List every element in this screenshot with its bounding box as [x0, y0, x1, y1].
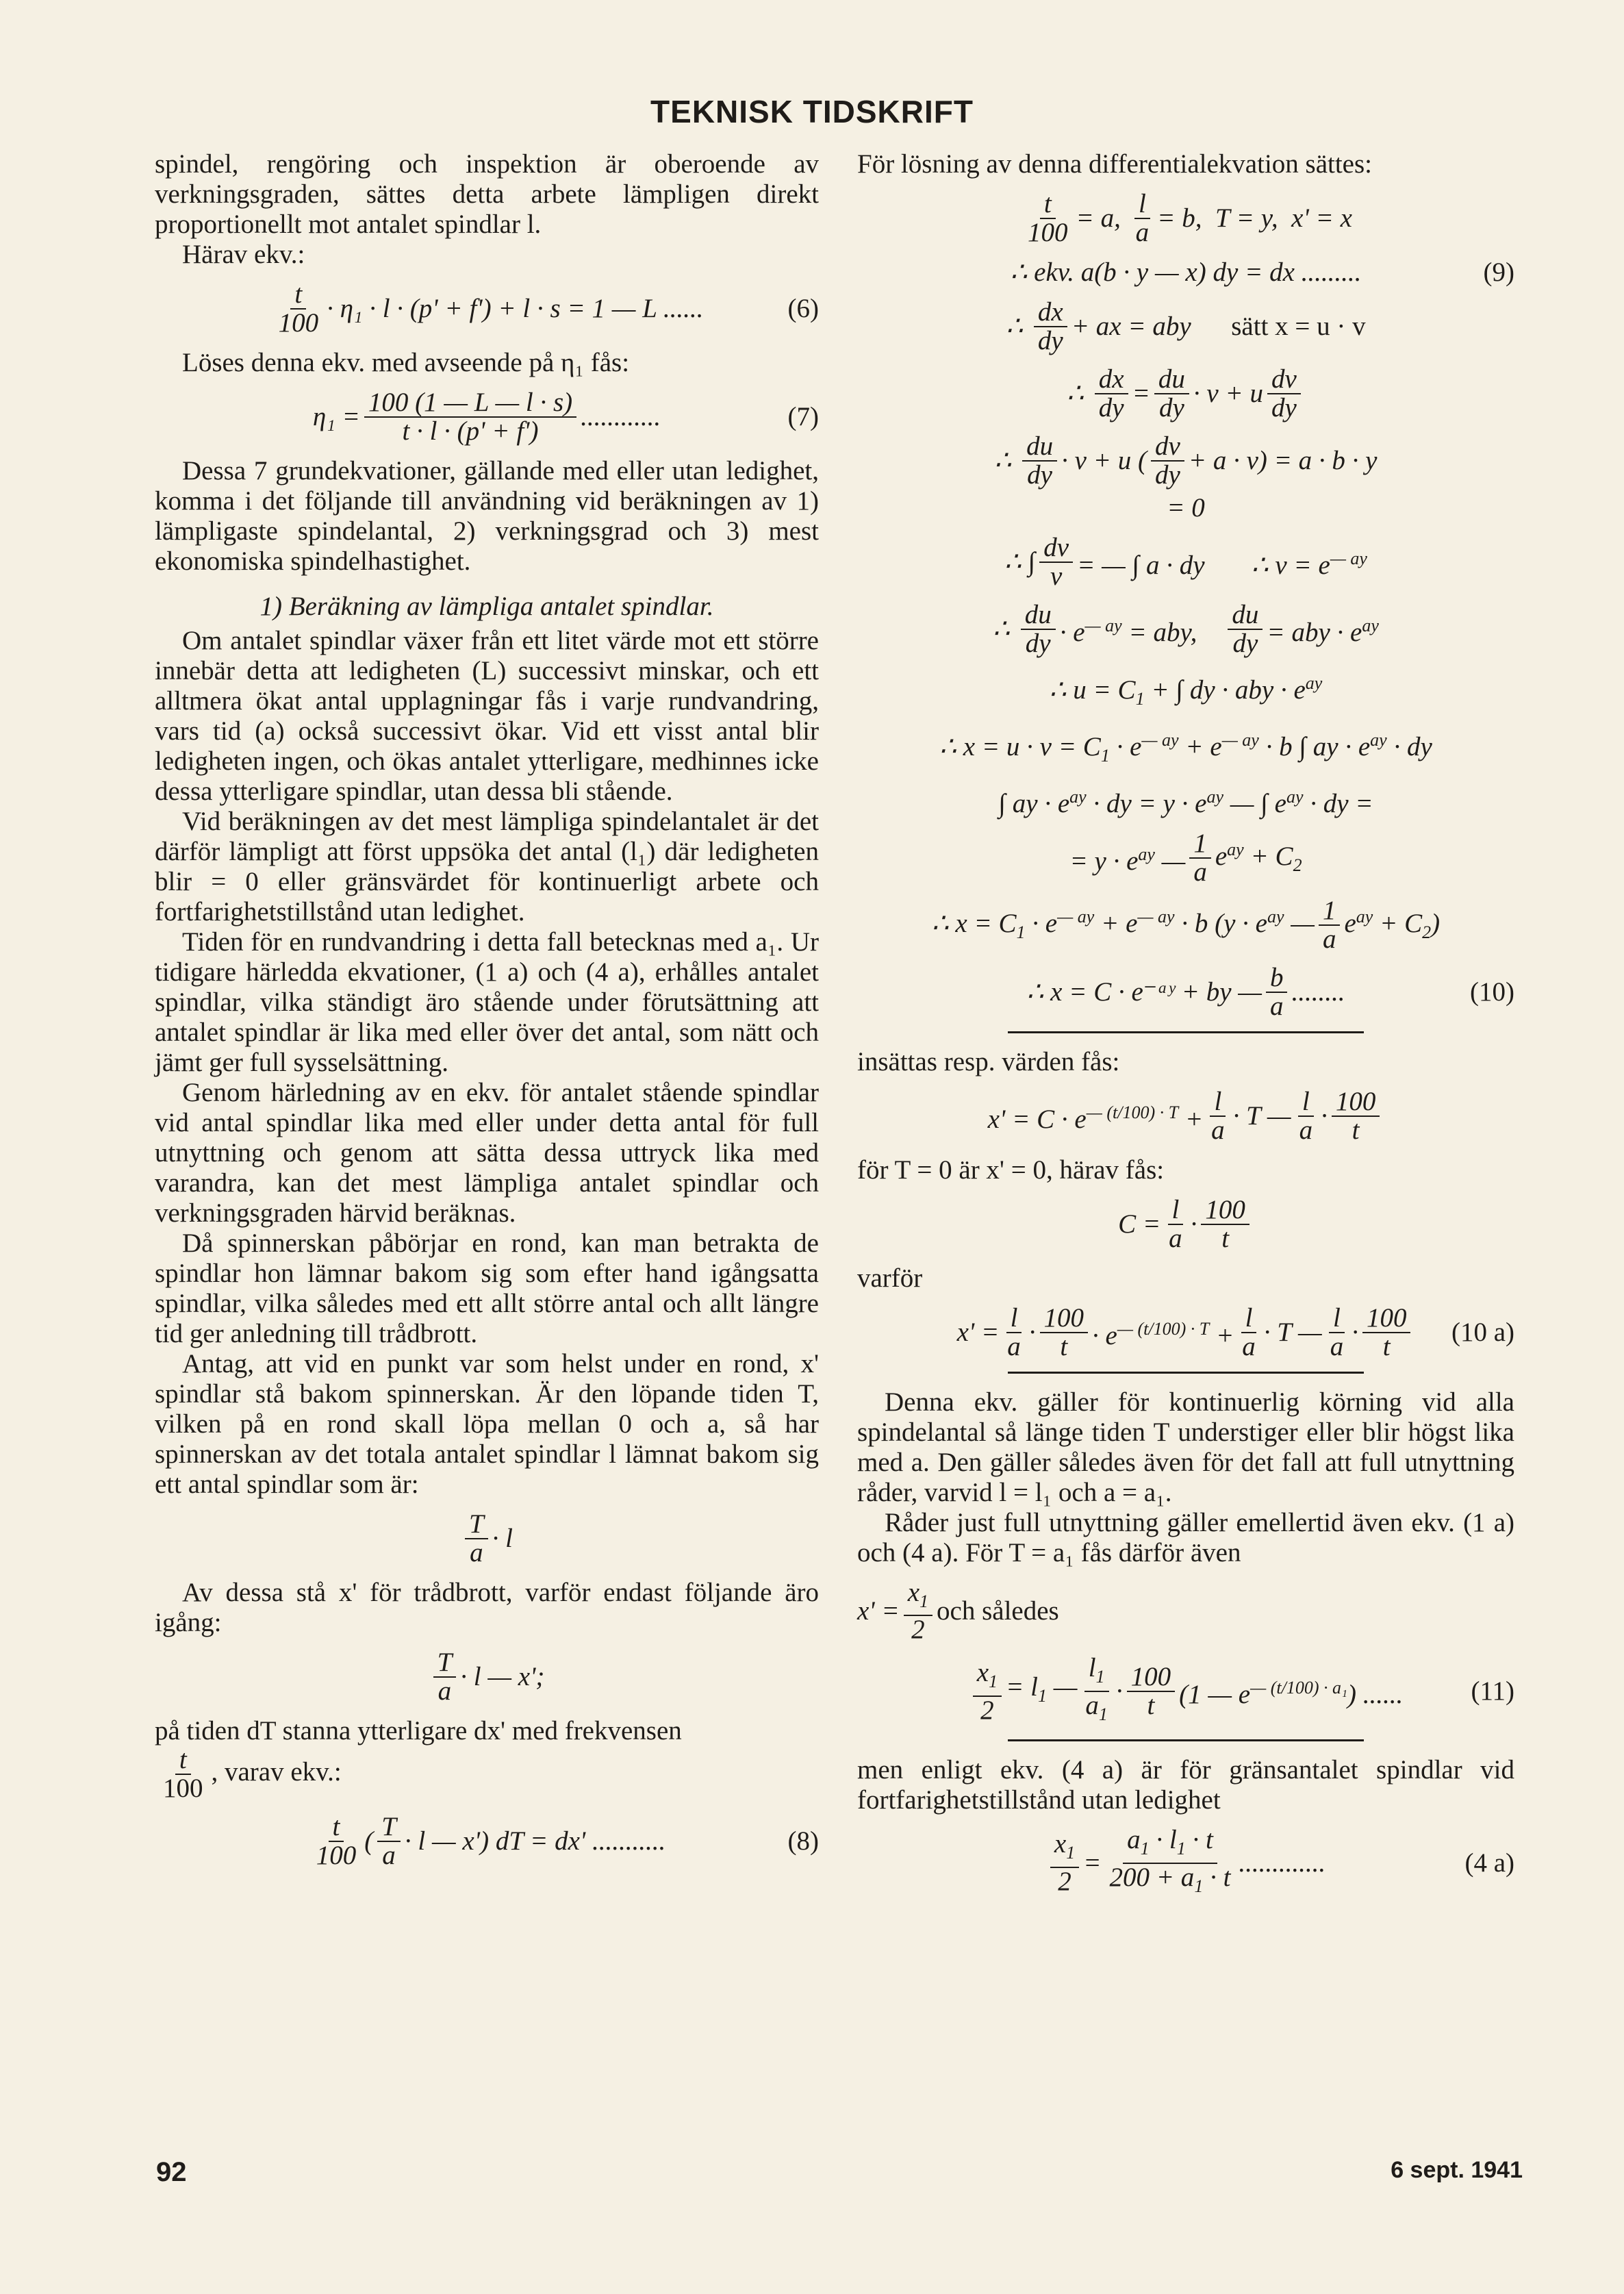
equation-integrate-v: ∴ ∫ $\frac{dv}{v}$ = — ∫ a · dy ∴ $v = e^{— ay}$	[1004, 533, 1367, 591]
equation-number: (6)	[787, 294, 819, 323]
equation-integration-by-parts: ∫ ay · $e^{ay}$ · dy = $y \cdot e^{ay}$ — ∫ $e^{ay}$ · dy =	[998, 786, 1373, 818]
equation-number: (10)	[1470, 976, 1514, 1007]
paragraph: Antag, att vid en punkt var som helst under en rond, x' spindlar stå bakom spinnerskan. Är den löpande tiden T, vilken på en rond skall löpa mellan 0 och a, så har spinnerskan av det totala antalet spindlar l lämnat bakom sig ett antal spindlar som är:	[155, 1349, 819, 1499]
right-column: För lösning av denna differentialekvation sättes: $\frac{t}{100}$ = a, $\frac{l}{a}$ = b, T = y, x' = x ∴ ekv. a(b · y — x) dy = dx ......... (9) ∴ $\frac{dx}{dy}$ + ax = aby sätt x = u · v ∴ $\frac{dx}{dy}$ = $\frac{du}{dy}$ · v + u $\frac{dv}{dy}$ ∴ $\frac{du}{dy}$ · v + u ( $\frac{dv}{dy}$ + a · v) = a · b · y = 0 ∴ ∫ $\frac{dv}{v}$ = — ∫ a · dy ∴ $v = e^{— ay}$ ∴ $\frac{du}{dy}$ · $e^{— ay}$ = aby, $\frac{du}{dy}$ = aby · $e^{ay}$ ∴ $u = C_1$ + ∫ dy · aby · $e^{ay}$ ∴ $x = u \cdot v = C_1 \cdot e^{— ay} + e^{— ay} \cdot b$ ∫ ay · $e^{ay}$ · dy ∫ ay · $e^{ay}$ · dy = $y \cdot e^{ay}$ — ∫ $e^{ay}$ · dy = = $y \cdot e^{ay}$ — $\frac{1}{a}$ $e^{ay} + C_2$ ∴ $x = C_1 \cdot e^{— ay} + e^{— ay} \cdot b$ ($y \cdot e^{ay}$ — $\frac{1}{a}$ $e^{ay} + C_2$) ∴ x = C · e⁻ᵃʸ + by — $\frac{b}{a}$ ........ (10) insättas resp. värden fås: $x' = C \cdot e^{— (t/100) \cdot T}$ + $\frac{l}{a}$ · T — $\frac{l}{a}$ · $\frac{100}{t}$ för T = 0 är x' = 0, härav fås: C = $\frac{l}{a}$ · $\frac{100}{t}$ varför x' = $\frac{l}{a}$ · $\frac{100}{t}$ · $e^{— (t/100) \cdot T}$ + $\frac{l}{a}$ · T — $\frac{l}{a}$ · $\frac{100}{t}$ (10 a) Denna ekv. gäller för kontinuerlig körning vid alla spindelantal så länge tiden T understiger eller blir högst lika med a. Den gäller således även för det fall att full utnyttning råder, varvid l = l₁ och a = a₁. Råder just full utnyttning gäller emellertid även ekv. (1 a) och (4 a). För T = a₁ fås därför även x' = $\frac{x_1}{2}$ och således $\frac{x_1}{2}$ = $l_1$ — $\frac{l_1}{a_1}$ · $\frac{100}{t}$ (1 — $e^{— (t/100) \cdot a_1}$) ...... (11) men enligt ekv. (4 a) är för gränsantalet spindlar vid fortfarighetstillstånd utan ledighet $\frac{x_1}{2}$ = $\frac{a_1 \cdot l_1 \cdot t}{200 + a_1 \cdot t}$ ............. (4 a)	[857, 149, 1514, 1911]
paragraph: Genom härledning av en ekv. för antalet stående spindlar vid antal spindlar lika med eller under detta antal för full utnyttning och genom att sätta dessa uttryck lika med varandra, kan det mest lämpliga antalet spindlar och verkningsgraden härvid beräknas.	[155, 1078, 819, 1228]
equation-integration-result: = $y \cdot e^{ay}$ — $\frac{1}{a}$ $e^{ay} + C_2$	[1069, 828, 1302, 887]
paragraph: Härav ekv.:	[182, 240, 305, 269]
paragraph: Denna ekv. gäller för kontinuerlig körning vid alla spindelantal så länge tiden T understiger eller blir högst lika med a. Den gäller således även för det fall att full utnyttning råder, varvid l = l₁ och a = a₁.	[857, 1387, 1514, 1507]
equation-x-expanded: ∴ $x = C_1 \cdot e^{— ay} + e^{— ay} \cdot b$ ($y \cdot e^{ay}$ — $\frac{1}{a}$ $e^{ay} + C_2$)	[931, 895, 1441, 954]
equation-text: ∴ ekv. a(b · y — x) dy = dx .........	[1010, 257, 1362, 287]
equation-number: (7)	[787, 402, 819, 431]
equation-x-prime-half: x' = $\frac{x_1}{2}$ och således	[857, 1577, 1059, 1645]
equation-du: ∴ $\frac{du}{dy}$ · $e^{— ay}$ = aby, $\frac{du}{dy}$ = aby · $e^{ay}$	[993, 600, 1379, 658]
equation-running: $\frac{T}{a}$ · l — x';	[155, 1649, 819, 1705]
equation-grouped: ∴ $\frac{du}{dy}$ · v + u ( $\frac{dv}{dy}$ + a · v) = a · b · y	[994, 431, 1378, 490]
equation-text: dT = dx' ...........	[495, 1826, 666, 1856]
equation-4a: $\frac{x_1}{2}$ = $\frac{a_1 \cdot l_1 \cdot t}{200 + a_1 \cdot t}$ ............. (4 a)	[857, 1826, 1514, 1900]
equation-text: ∴ x = C · e⁻ᵃʸ + by —	[1026, 976, 1262, 1007]
equation-number: (10 a)	[1451, 1317, 1514, 1347]
equation-substitution: $\frac{t}{100}$ = a, $\frac{l}{a}$ = b, T = y, x' = x	[1028, 189, 1352, 247]
paragraph: $\frac{t}{100}$ , varav ekv.:	[163, 1745, 342, 1803]
paragraph: Löses denna ekv. med avseende på η₁ fås:	[182, 348, 630, 377]
equation-text: · η₁ · l · (p' + f') + l · s = 1 — L ......	[327, 294, 704, 323]
paragraph: Råder just full utnyttning gäller emellertid även ekv. (1 a) och (4 a). För T = a₁ fås därför även	[857, 1507, 1514, 1567]
equation-10a: x' = $\frac{l}{a}$ · $\frac{100}{t}$ · $e^{— (t/100) \cdot T}$ + $\frac{l}{a}$ · T — $\frac{l}{a}$ · $\frac{100}{t}$ (10 a)	[956, 1302, 1514, 1361]
paragraph: För lösning av denna differentialekvation sättes:	[857, 149, 1373, 179]
equation-u: ∴ $u = C_1$ + ∫ dy · aby · $e^{ay}$	[1049, 673, 1323, 709]
paragraph: men enligt ekv. (4 a) är för gränsantalet spindlar vid fortfarighetstillstånd utan ledighet	[857, 1754, 1514, 1815]
divider	[1008, 1739, 1364, 1741]
paragraph: Dessa 7 grundekvationer, gällande med eller utan ledighet, komma i det följande till användning vid beräkningen av 1) lämpligaste spindelantal, 2) verkningsgrad och 3) mest ekonomiska spindelhastighet.	[155, 456, 819, 576]
paragraph: Då spinnerskan påbörjar en rond, kan man betrakta de spindlar hon lämnar bakom sig som efter hand igångsatta spindlar, vilka således med ett allt större antal och allt längre tid ger anledning till trådbrott.	[155, 1228, 819, 1348]
equation-number: (11)	[1471, 1676, 1514, 1706]
equation-x-uv: ∴ $x = u \cdot v = C_1 \cdot e^{— ay} + e^{— ay} \cdot b$ ∫ ay · $e^{ay}$ · dy	[939, 729, 1432, 766]
equation-7	[155, 389, 819, 445]
paragraph: insättas resp. värden fås:	[857, 1046, 1120, 1076]
equation-10: ∴ x = C · e⁻ᵃʸ + by — $\frac{b}{a}$ ........ (10)	[1026, 962, 1514, 1021]
paragraph: Vid beräkningen av det mest lämpliga spindelantalet är det därför lämpligt att först uppsöka det antal (l₁) där ledigheten blir = 0 eller gränsvärdet för kontinuerligt arbete och fortfarighetstillstånd utan ledighet.	[155, 807, 819, 927]
equation-number: (8)	[787, 1826, 819, 1856]
page-number: 92	[156, 2157, 187, 2187]
equation-dx-dy: ∴ $\frac{dx}{dy}$ + ax = aby sätt x = u · v	[1006, 297, 1366, 355]
divider	[1008, 1372, 1364, 1374]
paragraph: Tiden för en rundvandring i detta fall betecknas med a₁. Ur tidigare härledda ekvationer, (1 a) och (4 a), erhålles antalet spindlar, vilka ständigt äro stående under förutsättning att antalet spindlar är lika med eller över det antal, som nätt och jämt ger full sysselsättning.	[155, 927, 819, 1077]
paragraph: varför	[857, 1263, 923, 1293]
fraction-denominator: t · l · (p' + f')	[402, 416, 539, 446]
equation-x-prime: $x' = C \cdot e^{— (t/100) \cdot T}$ + $\frac{l}{a}$ · T — $\frac{l}{a}$ · $\frac{100}{t}$	[857, 1088, 1514, 1144]
paragraph: Om antalet spindlar växer från ett litet värde mot ett större innebär detta att ledigheten (L) successivt minskar, och ett alltmera ökat antal upplagningar fås i varje rundvandring, vars tid (a) också successivt ökar. Vid ett visst antal blir ledigheten ingen, och ökas antalet ytterligare, medhinnes icke dessa ytterligare spindlar, utan dessa bli stående.	[155, 626, 819, 806]
equation-number: (4 a)	[1464, 1848, 1514, 1878]
equation-dots: ............	[581, 402, 661, 431]
paragraph: på tiden dT stanna ytterligare dx' med frekvensen	[155, 1716, 682, 1745]
fraction-numerator: 100 (1 — L — l · s)	[364, 389, 576, 418]
issue-date: 6 sept. 1941	[1391, 2157, 1523, 2183]
equation-11: $\frac{x_1}{2}$ = $l_1$ — $\frac{l_1}{a_1}$ · $\frac{100}{t}$ (1 — $e^{— (t/100) \cdot a_1}$) ...... (11)	[857, 1654, 1514, 1728]
equation-T-over-a: $\frac{T}{a}$ · l	[155, 1511, 819, 1567]
equation-8: $\frac{t}{100}$ ( $\frac{T}{a}$ · l — x') dT = dx' ........... (8)	[316, 1812, 819, 1870]
paragraph: spindel, rengöring och inspektion är oberoende av verkningsgraden, sättes detta arbete lämpligen direkt proportionellt mot antalet spindlar l.	[155, 149, 819, 239]
equation-C: C = $\frac{l}{a}$ · $\frac{100}{t}$	[857, 1196, 1514, 1252]
left-column	[155, 149, 819, 1880]
journal-header: TEKNISK TIDSKRIFT	[650, 94, 974, 129]
equation-6: $\frac{t}{100}$ · η₁ · l · (p' + f') + l · s = 1 — L ...... (6)	[278, 279, 819, 338]
equation-number: (9)	[1483, 257, 1514, 287]
section-heading: 1) Beräkning av lämpliga antalet spindlar.	[259, 592, 714, 621]
paragraph: Av dessa stå x' för trådbrott, varför endast följande äro igång:	[155, 1578, 819, 1637]
paragraph: för T = 0 är x' = 0, härav fås:	[857, 1155, 1165, 1185]
equation-9	[857, 257, 1514, 288]
divider	[1008, 1031, 1364, 1033]
equation-lhs: η₁ =	[312, 402, 360, 431]
equation-product-rule: ∴ $\frac{dx}{dy}$ = $\frac{du}{dy}$ · v + u $\frac{dv}{dy}$	[857, 366, 1514, 422]
